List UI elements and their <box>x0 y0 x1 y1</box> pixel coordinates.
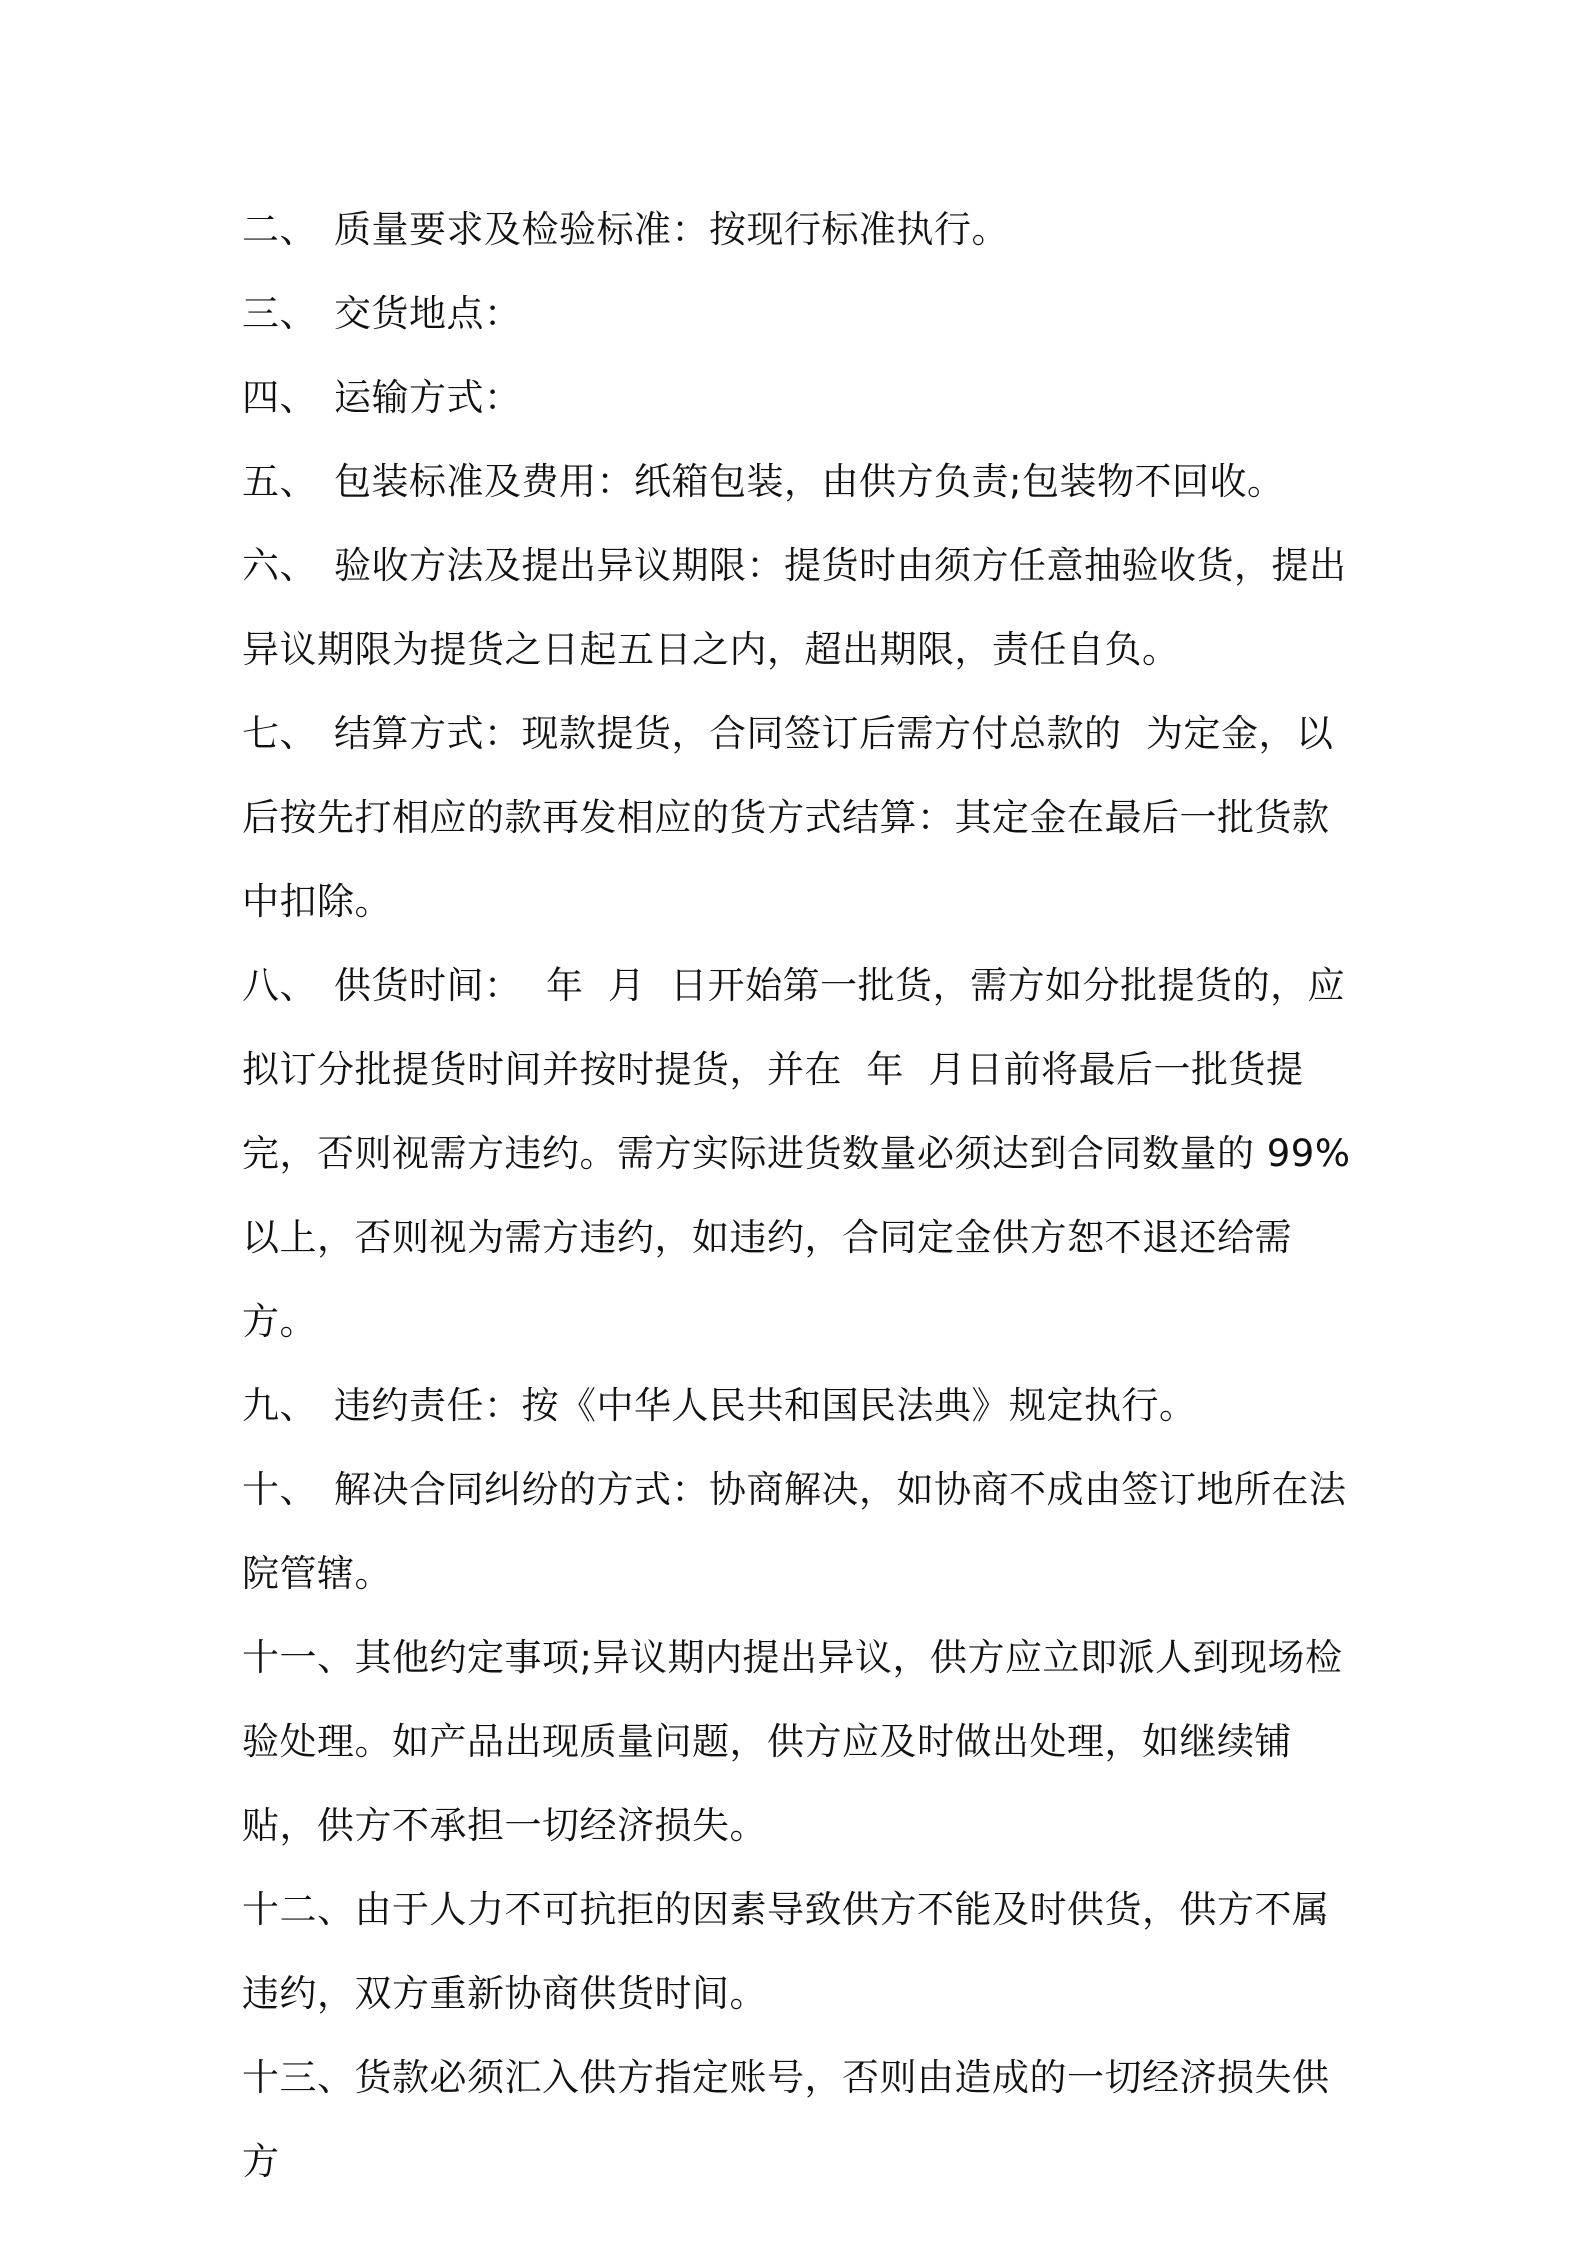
clause-text: 解决合同纠纷的方式：协商解决，如协商不成由签订地所在法院管辖。 <box>242 1468 1347 1595</box>
clause-9 <box>242 1364 1362 1448</box>
clause-number: 十一、 <box>242 1636 355 1679</box>
clause-text: 由于人力不可抗拒的因素导致供方不能及时供货，供方不属违约，双方重新协商供货时间。 <box>242 1888 1330 2015</box>
clause-number: 八、 <box>242 964 317 1007</box>
clause-4 <box>242 356 1362 440</box>
clause-number: 六、 <box>242 544 317 587</box>
clause-text: 货款必须汇入供方指定账号，否则由造成的一切经济损失供方 <box>242 2056 1330 2183</box>
clause-3 <box>242 272 1362 356</box>
clause-text: 运输方式： <box>334 376 522 419</box>
clause-text: 交货地点： <box>334 292 522 335</box>
clause-12 <box>242 1868 1362 2036</box>
clause-2 <box>242 188 1362 272</box>
clause-number: 十三、 <box>242 2056 355 2099</box>
clause-13 <box>242 2036 1362 2204</box>
clause-number: 五、 <box>242 460 317 503</box>
clause-number: 三、 <box>242 292 317 335</box>
clause-number: 七、 <box>242 712 317 755</box>
clause-10 <box>242 1448 1362 1616</box>
clause-number: 四、 <box>242 376 317 419</box>
clause-text: 验收方法及提出异议期限：提货时由须方任意抽验收货，提出异议期限为提货之日起五日之内，超出期限，责任自负。 <box>242 544 1347 671</box>
clause-text: 包装标准及费用：纸箱包装，由供方负责;包装物不回收。 <box>334 460 1285 503</box>
clause-11 <box>242 1616 1362 1868</box>
clause-5 <box>242 440 1362 524</box>
clause-number: 十二、 <box>242 1888 355 1931</box>
clause-text: 违约责任：按《中华人民共和国民法典》规定执行。 <box>334 1384 1197 1427</box>
clause-number: 九、 <box>242 1384 317 1427</box>
clause-8 <box>242 944 1362 1364</box>
clause-number: 二、 <box>242 208 317 251</box>
clause-text: 质量要求及检验标准：按现行标准执行。 <box>334 208 1009 251</box>
clause-text: 其他约定事项;异议期内提出异议，供方应立即派人到现场检验处理。如产品出现质量问题，供方应及时做出处理，如继续铺贴，供方不承担一切经济损失。 <box>242 1636 1343 1847</box>
clause-number: 十、 <box>242 1468 317 1511</box>
clause-7 <box>242 692 1362 944</box>
clause-6 <box>242 524 1362 692</box>
clause-text: 供货时间： 年 月 日开始第一批货，需方如分批提货的，应拟订分批提货时间并按时提货，并在 年 月日前将最后一批货提完，否则视需方违约。需方实际进货数量必须达到合同数量的 99%以上，否则视为需方违约，如违约，合同定金供方恕不退还给需方。 <box>242 964 1351 1343</box>
contract-clauses <box>242 188 1362 2204</box>
clause-text: 结算方式：现款提货，合同签订后需方付总款的 为定金，以后按先打相应的款再发相应的货方式结算：其定金在最后一批货款中扣除。 <box>242 712 1334 923</box>
